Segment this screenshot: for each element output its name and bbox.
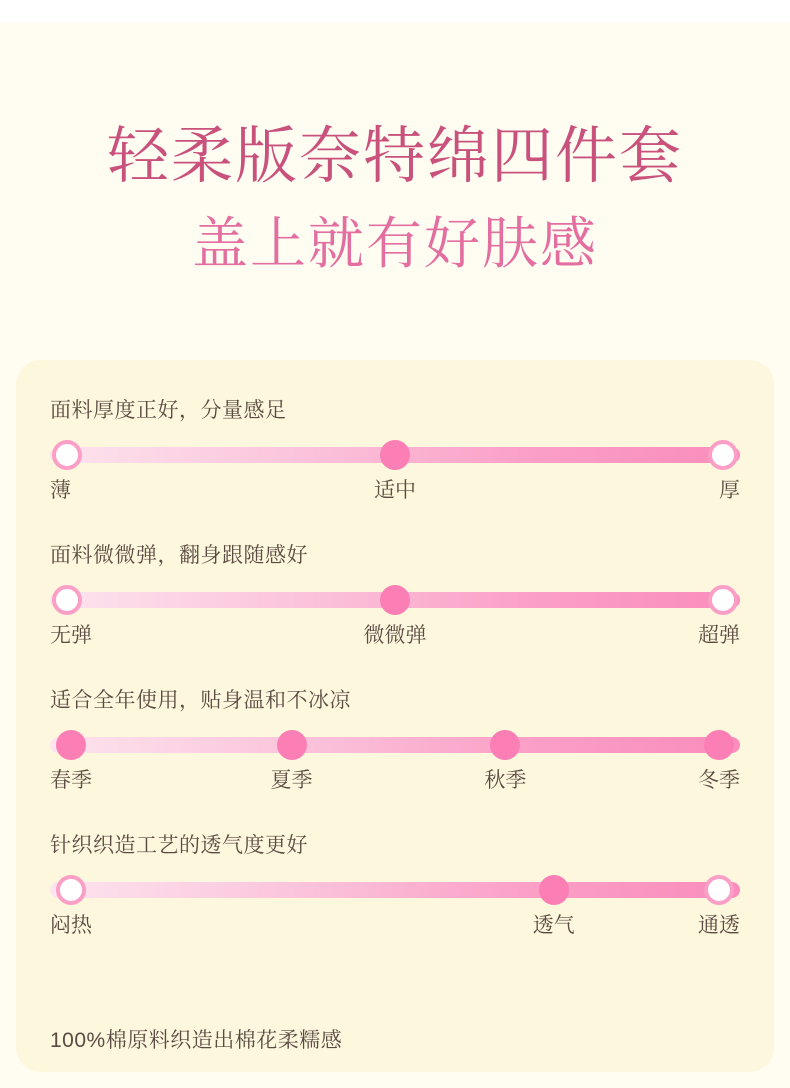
- slider-group: [50, 398, 740, 508]
- slider-knob[interactable]: [56, 730, 86, 760]
- features-card: [16, 360, 774, 1072]
- slider-label: 透气: [532, 914, 575, 937]
- slider-label: 闷热: [50, 914, 92, 937]
- slider-track[interactable]: [50, 882, 740, 898]
- slider-track[interactable]: [50, 737, 740, 753]
- slider-label: 无弹: [50, 624, 92, 647]
- slider-track-wrap[interactable]: [50, 585, 740, 615]
- slider-track-wrap[interactable]: [50, 875, 740, 905]
- slider-label: 夏季: [270, 769, 313, 792]
- slider-label: 春季: [50, 769, 92, 792]
- slider-labels: [50, 623, 740, 653]
- slider-group: [50, 833, 740, 943]
- slider-track-wrap[interactable]: [50, 440, 740, 470]
- slider-knob[interactable]: [52, 440, 82, 470]
- slider-knob[interactable]: [708, 585, 738, 615]
- bottom-caption: 100%棉原料织造出棉花柔糯感: [50, 1029, 343, 1052]
- slider-knob[interactable]: [704, 875, 734, 905]
- slider-knob[interactable]: [708, 440, 738, 470]
- slider-caption: 适合全年使用，贴身温和不冰凉: [50, 689, 351, 712]
- slider-label: 冬季: [698, 769, 740, 792]
- page-title: 轻柔版奈特绵四件套: [106, 122, 683, 191]
- slider-labels: [50, 768, 740, 798]
- slider-caption: 针织织造工艺的透气度更好: [50, 834, 308, 857]
- slider-track-wrap[interactable]: [50, 730, 740, 760]
- slider-group: [50, 688, 740, 798]
- slider-knob[interactable]: [277, 730, 307, 760]
- slider-label: 超弹: [698, 624, 740, 647]
- slider-label: 秋季: [484, 769, 527, 792]
- slider-knob[interactable]: [380, 585, 410, 615]
- slider-labels: [50, 913, 740, 943]
- slider-knob[interactable]: [704, 730, 734, 760]
- slider-label: 通透: [698, 914, 740, 937]
- title-block: [0, 118, 790, 280]
- slider-label: 厚: [719, 479, 740, 502]
- slider-knob[interactable]: [56, 875, 86, 905]
- slider-list: [50, 398, 740, 978]
- slider-label: 薄: [50, 479, 71, 502]
- page-subtitle: 盖上就有好肤感: [192, 212, 598, 275]
- slider-knob[interactable]: [490, 730, 520, 760]
- slider-knob[interactable]: [52, 585, 82, 615]
- slider-label: 适中: [374, 479, 416, 502]
- slider-knob[interactable]: [539, 875, 569, 905]
- slider-caption: 面料厚度正好，分量感足: [50, 399, 287, 422]
- top-white-strip: [0, 0, 790, 22]
- slider-group: [50, 543, 740, 653]
- slider-labels: [50, 478, 740, 508]
- slider-caption: 面料微微弹，翻身跟随感好: [50, 544, 308, 567]
- slider-knob[interactable]: [380, 440, 410, 470]
- slider-label: 微微弹: [363, 624, 427, 647]
